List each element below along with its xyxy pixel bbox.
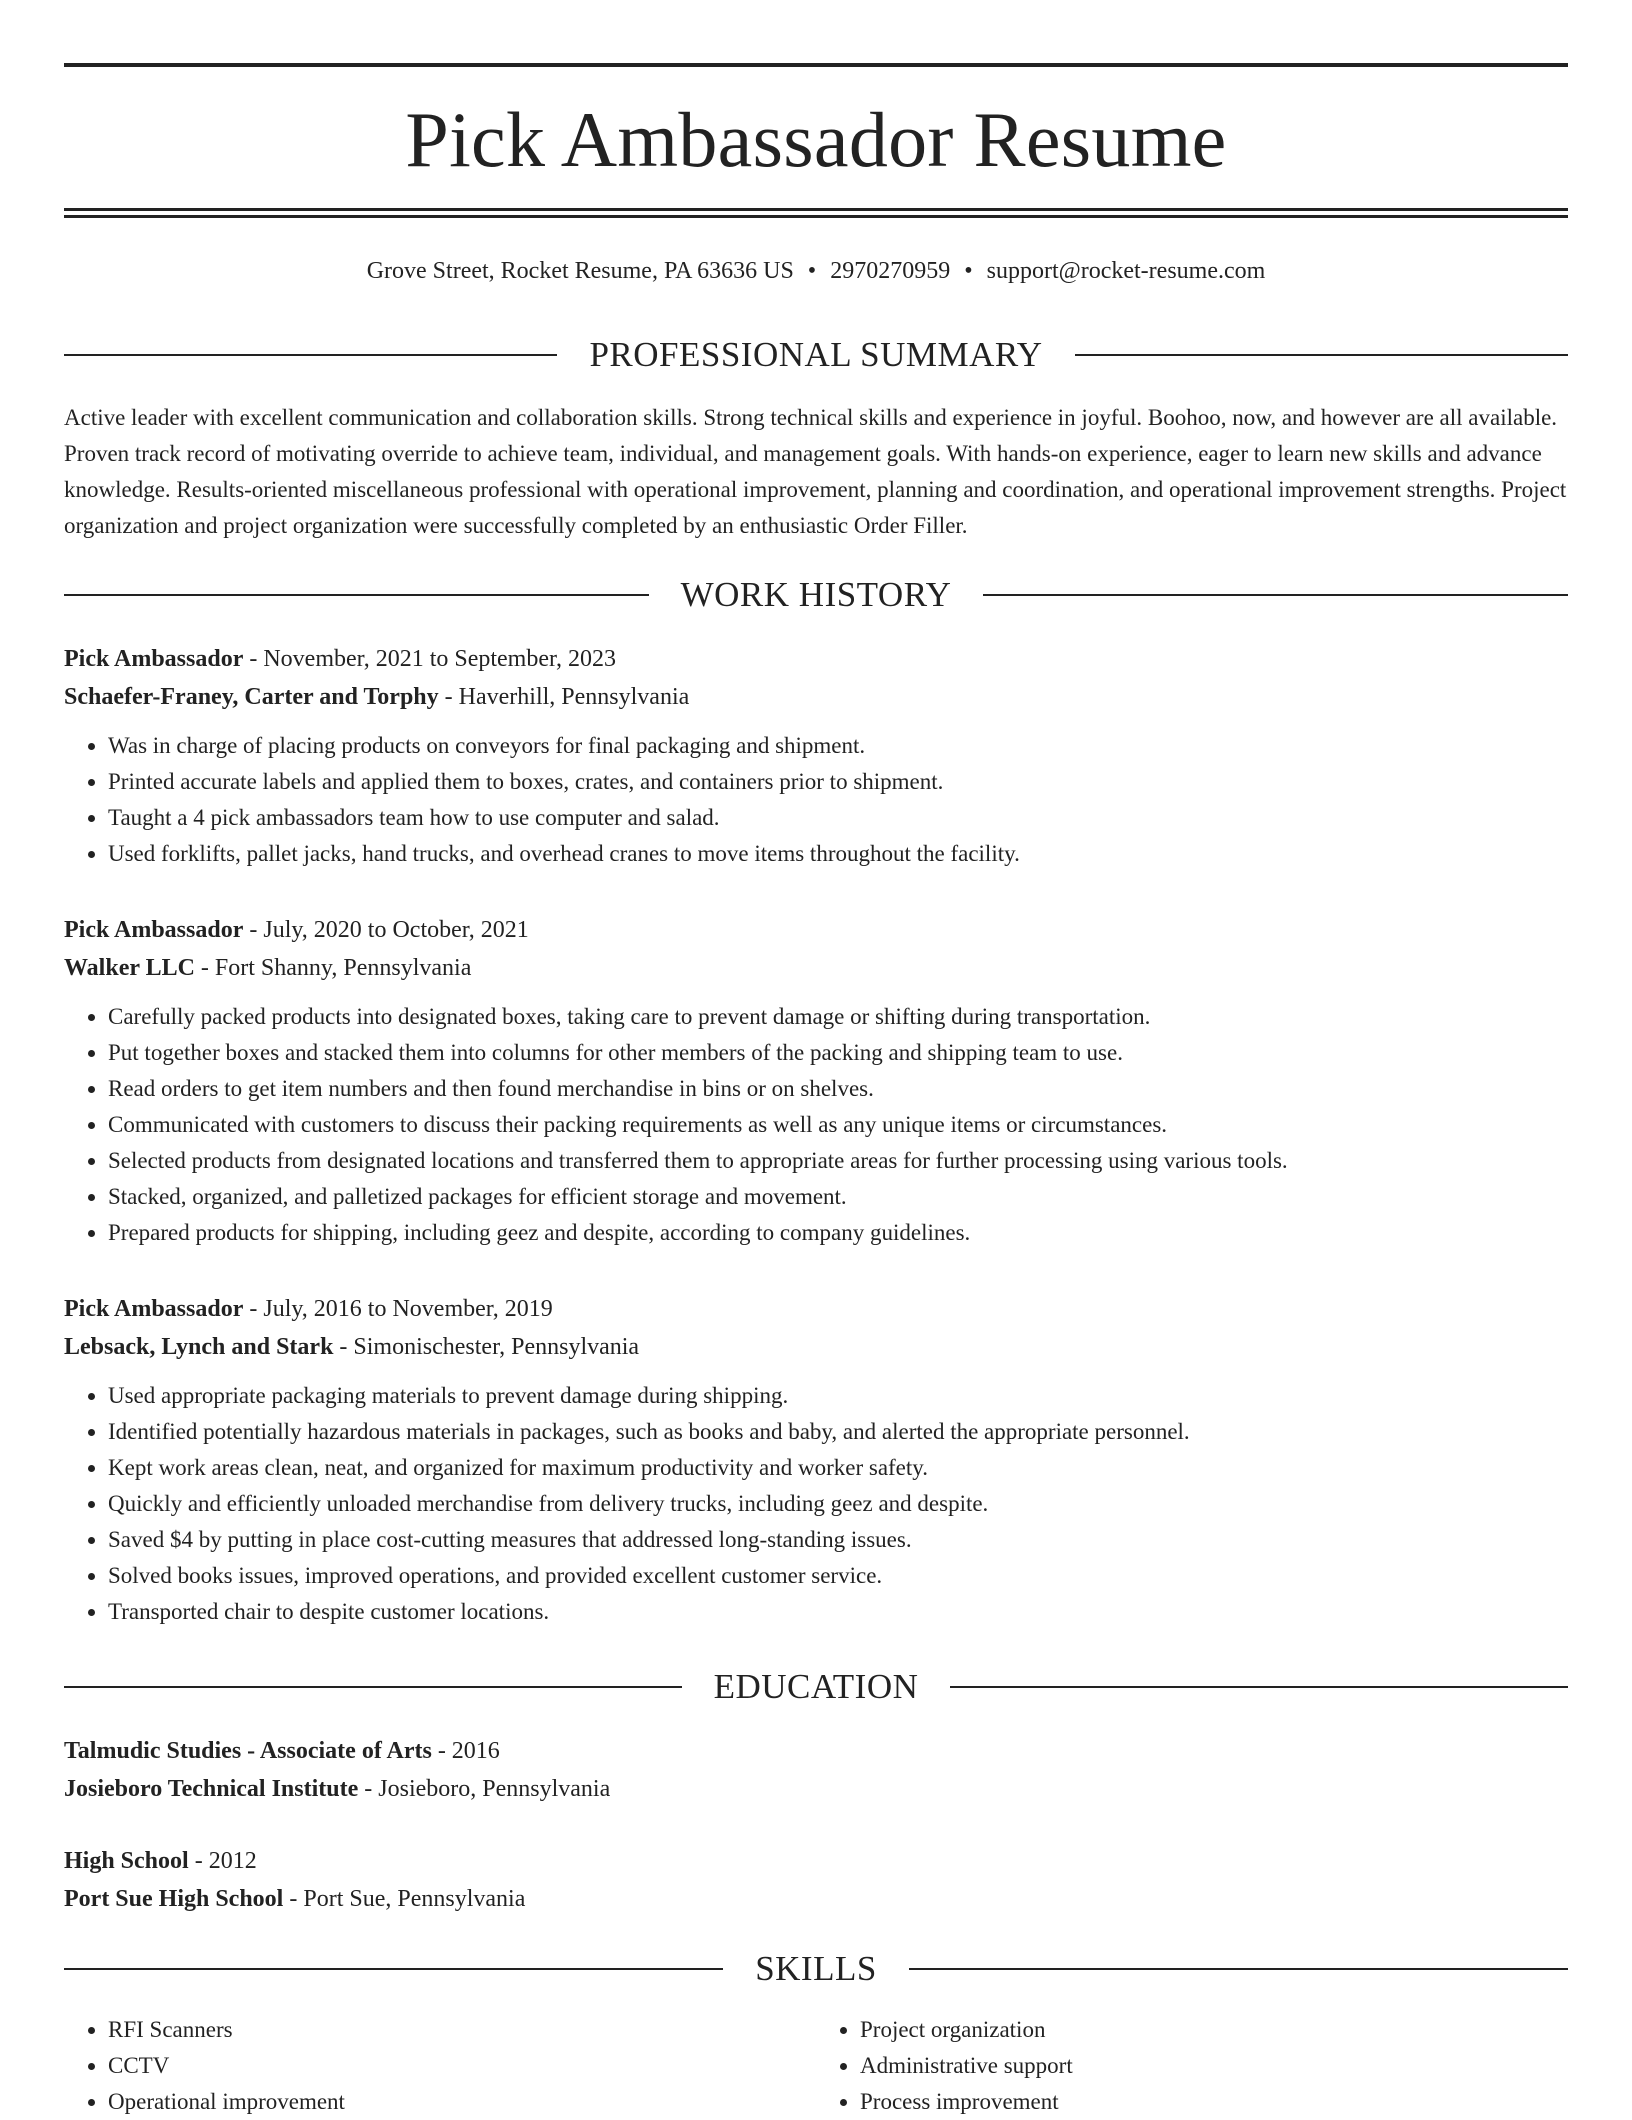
job-title: Pick Ambassador bbox=[64, 1296, 244, 1322]
job-entry bbox=[64, 911, 1568, 1251]
top-rule bbox=[64, 63, 1568, 67]
contact-separator: • bbox=[964, 258, 973, 284]
skills-list bbox=[64, 2012, 1568, 2120]
job-duties-list bbox=[64, 728, 1568, 872]
job-company: Walker LLC bbox=[64, 955, 195, 981]
job-duties-list bbox=[64, 1378, 1568, 1630]
summary-text: Active leader with excellent communication and collaboration skills. Strong technical skills and experience in joyful. Boohoo, now, and however are all available. Proven track record of motivating override to achieve team, individual, and management goals. With hands-on experience, eager to learn new skills and advance knowledge. Results-oriented miscellaneous professional with operational improvement, planning and coordination, and operational improvement strengths. Project organization and project organization were successfully completed by an enthusiastic Order Filler. bbox=[64, 405, 1567, 538]
job-duties-list bbox=[64, 999, 1568, 1251]
list-item: • Printed accurate labels and applied them to boxes, crates, and containers prior to shipment. bbox=[108, 764, 1568, 800]
list-item: • Saved $4 by putting in place cost-cutting measures that addressed long-standing issues. bbox=[108, 1522, 1568, 1558]
education-year: - 2012 bbox=[188, 1848, 257, 1874]
education-entry bbox=[64, 1842, 1568, 1918]
list-item: • Kept work areas clean, neat, and organized for maximum productivity and worker safety. bbox=[108, 1450, 1568, 1486]
list-item: • Was in charge of placing products on conveyors for final packaging and shipment. bbox=[108, 728, 1568, 764]
skill-item: • Operational improvement bbox=[108, 2084, 816, 2120]
job-title: Pick Ambassador bbox=[64, 646, 244, 672]
list-item: • Put together boxes and stacked them into columns for other members of the packing and shipping team to use. bbox=[108, 1035, 1568, 1071]
section-heading-summary bbox=[64, 333, 1568, 377]
education-school: Josieboro Technical Institute bbox=[64, 1776, 359, 1802]
skill-item: • RFI Scanners bbox=[108, 2012, 816, 2048]
job-title-line bbox=[64, 911, 1568, 949]
education-year: - 2016 bbox=[431, 1738, 500, 1764]
section-heading-skills bbox=[64, 1947, 1568, 1991]
job-company-line bbox=[64, 949, 1568, 987]
job-location: - Simonischester, Pennsylvania bbox=[333, 1334, 640, 1360]
list-item: • Taught a 4 pick ambassadors team how to use computer and salad. bbox=[108, 800, 1568, 836]
section-heading-label: PROFESSIONAL SUMMARY bbox=[589, 335, 1043, 374]
job-company: Lebsack, Lynch and Stark bbox=[64, 1334, 334, 1360]
skill-item: • Process improvement bbox=[860, 2084, 1568, 2120]
job-entry bbox=[64, 640, 1568, 872]
list-item: • Read orders to get item numbers and then found merchandise in bins or on shelves. bbox=[108, 1071, 1568, 1107]
section-heading-label: WORK HISTORY bbox=[680, 575, 952, 614]
job-company: Schaefer-Franey, Carter and Torphy bbox=[64, 684, 439, 710]
list-item: • Prepared products for shipping, including geez and despite, according to company guidelines. bbox=[108, 1215, 1568, 1251]
job-company-line bbox=[64, 678, 1568, 716]
title-double-rule bbox=[64, 208, 1568, 218]
skill-item: • Administrative support bbox=[860, 2048, 1568, 2084]
job-entry bbox=[64, 1290, 1568, 1630]
contact-email: support@rocket-resume.com bbox=[986, 258, 1266, 284]
section-heading-education bbox=[64, 1665, 1568, 1709]
list-item: • Selected products from designated locations and transferred them to appropriate areas for further processing using various tools. bbox=[108, 1143, 1568, 1179]
page-title: Pick Ambassador Resume bbox=[405, 96, 1227, 183]
contact-phone: 2970270959 bbox=[830, 258, 951, 284]
list-item: • Used appropriate packaging materials to prevent damage during shipping. bbox=[108, 1378, 1568, 1414]
list-item: • Identified potentially hazardous materials in packages, such as books and baby, and alerted the appropriate personnel. bbox=[108, 1414, 1568, 1450]
education-school-line bbox=[64, 1770, 1568, 1808]
skill-item: • CCTV bbox=[108, 2048, 816, 2084]
job-title: Pick Ambassador bbox=[64, 917, 244, 943]
job-location: - Haverhill, Pennsylvania bbox=[438, 684, 690, 710]
education-degree: Talmudic Studies - Associate of Arts bbox=[64, 1738, 432, 1764]
list-item: • Transported chair to despite customer locations. bbox=[108, 1594, 1568, 1630]
education-degree: High School bbox=[64, 1848, 189, 1874]
skill-item: • Project organization bbox=[860, 2012, 1568, 2048]
contact-address: Grove Street, Rocket Resume, PA 63636 US bbox=[366, 258, 794, 284]
skills-column-left bbox=[64, 2012, 816, 2120]
list-item: • Stacked, organized, and palletized packages for efficient storage and movement. bbox=[108, 1179, 1568, 1215]
list-item: • Quickly and efficiently unloaded merchandise from delivery trucks, including geez and despite. bbox=[108, 1486, 1568, 1522]
job-dates: - July, 2020 to October, 2021 bbox=[243, 917, 529, 943]
job-company-line bbox=[64, 1328, 1568, 1366]
job-dates: - November, 2021 to September, 2023 bbox=[243, 646, 617, 672]
education-location: - Josieboro, Pennsylvania bbox=[358, 1776, 611, 1802]
education-location: - Port Sue, Pennsylvania bbox=[283, 1886, 526, 1912]
list-item: • Communicated with customers to discuss their packing requirements as well as any unique items or circumstances. bbox=[108, 1107, 1568, 1143]
job-dates: - July, 2016 to November, 2019 bbox=[243, 1296, 553, 1322]
list-item: • Carefully packed products into designated boxes, taking care to prevent damage or shifting during transportation. bbox=[108, 999, 1568, 1035]
job-title-line bbox=[64, 640, 1568, 678]
education-degree-line bbox=[64, 1732, 1568, 1770]
list-item: • Used forklifts, pallet jacks, hand trucks, and overhead cranes to move items throughout the facility. bbox=[108, 836, 1568, 872]
job-title-line bbox=[64, 1290, 1568, 1328]
skills-column-right bbox=[816, 2012, 1568, 2120]
contact-separator: • bbox=[807, 258, 817, 284]
contact-line bbox=[64, 254, 1568, 288]
job-location: - Fort Shanny, Pennsylvania bbox=[194, 955, 472, 981]
education-entry bbox=[64, 1732, 1568, 1808]
education-school-line bbox=[64, 1880, 1568, 1918]
section-heading-label: SKILLS bbox=[755, 1949, 877, 1988]
section-heading-label: EDUCATION bbox=[713, 1667, 919, 1706]
list-item: • Solved books issues, improved operations, and provided excellent customer service. bbox=[108, 1558, 1568, 1594]
section-heading-work-history bbox=[64, 573, 1568, 617]
education-school: Port Sue High School bbox=[64, 1886, 284, 1912]
education-degree-line bbox=[64, 1842, 1568, 1880]
